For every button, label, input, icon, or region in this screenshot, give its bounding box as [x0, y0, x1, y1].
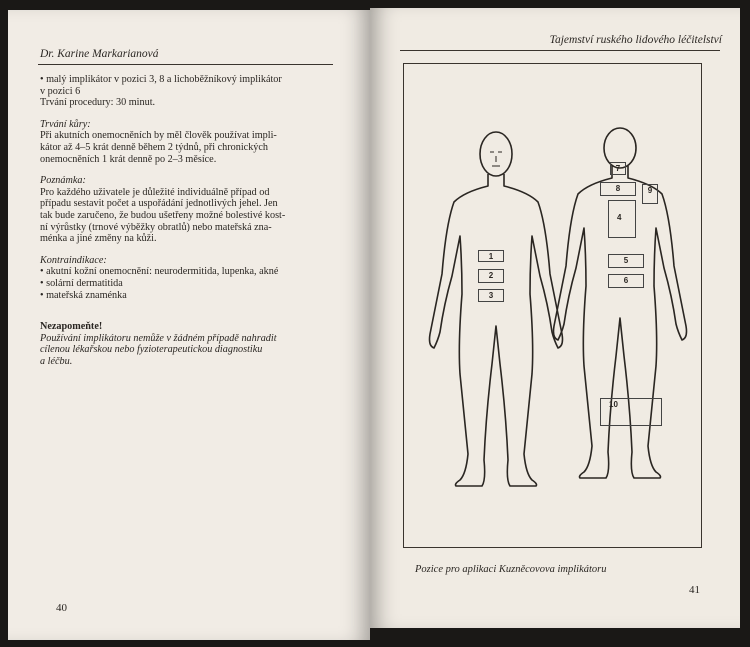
position-label-6: 6	[608, 274, 644, 288]
right-page-number: 41	[689, 584, 700, 596]
text-line: tak bude zaručeno, že budou ušetřeny možné bolestivé kost-	[40, 209, 286, 221]
position-label-1: 1	[478, 250, 504, 262]
spacer	[40, 301, 340, 311]
left-running-head: Dr. Karine Markarianová	[40, 48, 159, 60]
left-page	[8, 10, 370, 640]
text-line: Trvání procedury: 30 minut.	[40, 97, 156, 109]
text-line: a léčbu.	[40, 355, 73, 367]
position-label-5: 5	[608, 254, 644, 268]
text-line: ní výrůstky (trnové výběžky obratlů) nebo mateřská zna-	[40, 221, 272, 233]
position-label-10: 10	[600, 398, 662, 426]
text-line: Při akutních onemocněních by měl člověk používat impli-	[40, 130, 277, 142]
text-line: Používání implikátoru nemůže v žádném případě nahradit	[40, 332, 277, 344]
spacer	[40, 165, 340, 175]
position-label-9: 9	[642, 184, 658, 204]
position-label-7: 7	[610, 162, 626, 175]
text-line: případu sestavit počet a uspořádání jednotlivých jehel. Jen	[40, 198, 278, 210]
text-line: • akutní kožní onemocnění: neurodermitida, lupenka, akné	[40, 266, 279, 278]
position-label-2: 2	[478, 269, 504, 283]
section-heading: Trvání kůry:	[40, 118, 91, 130]
position-label-3: 3	[478, 289, 504, 302]
text-line: Pro každého uživatele je důležité individuálně případ od	[40, 186, 270, 198]
spacer	[40, 245, 340, 255]
text-line: • mateřská znaménka	[40, 289, 127, 301]
text-line: cílenou lékařskou nebo fyzioterapeutickou diagnostiku	[40, 344, 263, 356]
text-line: ménka a jiné změny na kůži.	[40, 233, 157, 245]
front-figure	[430, 132, 563, 486]
position-label-4: 4	[608, 200, 636, 238]
section-heading: Kontraindikace:	[40, 254, 107, 266]
body-figure	[403, 63, 702, 548]
text-line: onemocněních 1 krát denně po 2–3 měsíce.	[40, 153, 217, 165]
text-line: kátor až 4–5 krát denně během 2 týdnů, při chronických	[40, 141, 269, 153]
spacer	[40, 311, 340, 321]
text-line: Nezapomeňte!	[40, 321, 103, 333]
left-header-rule	[38, 64, 333, 65]
body-outlines	[404, 64, 701, 547]
text-line: • malý implikátor v pozici 3, 8 a lichoběžníkový implikátor	[40, 74, 282, 85]
right-header-rule	[400, 50, 720, 51]
right-page	[370, 8, 740, 628]
text-line: v pozici 6	[40, 85, 81, 97]
right-running-head: Tajemství ruského lidového léčitelství	[549, 34, 722, 46]
figure-caption: Pozice pro aplikaci Kuzněcovova implikátoru	[415, 564, 607, 575]
spacer	[40, 109, 340, 119]
position-label-8: 8	[600, 182, 636, 196]
left-page-number: 40	[56, 602, 67, 614]
left-body-text	[40, 74, 340, 367]
text-line: • solární dermatitida	[40, 277, 123, 289]
section-heading: Poznámka:	[40, 175, 86, 187]
